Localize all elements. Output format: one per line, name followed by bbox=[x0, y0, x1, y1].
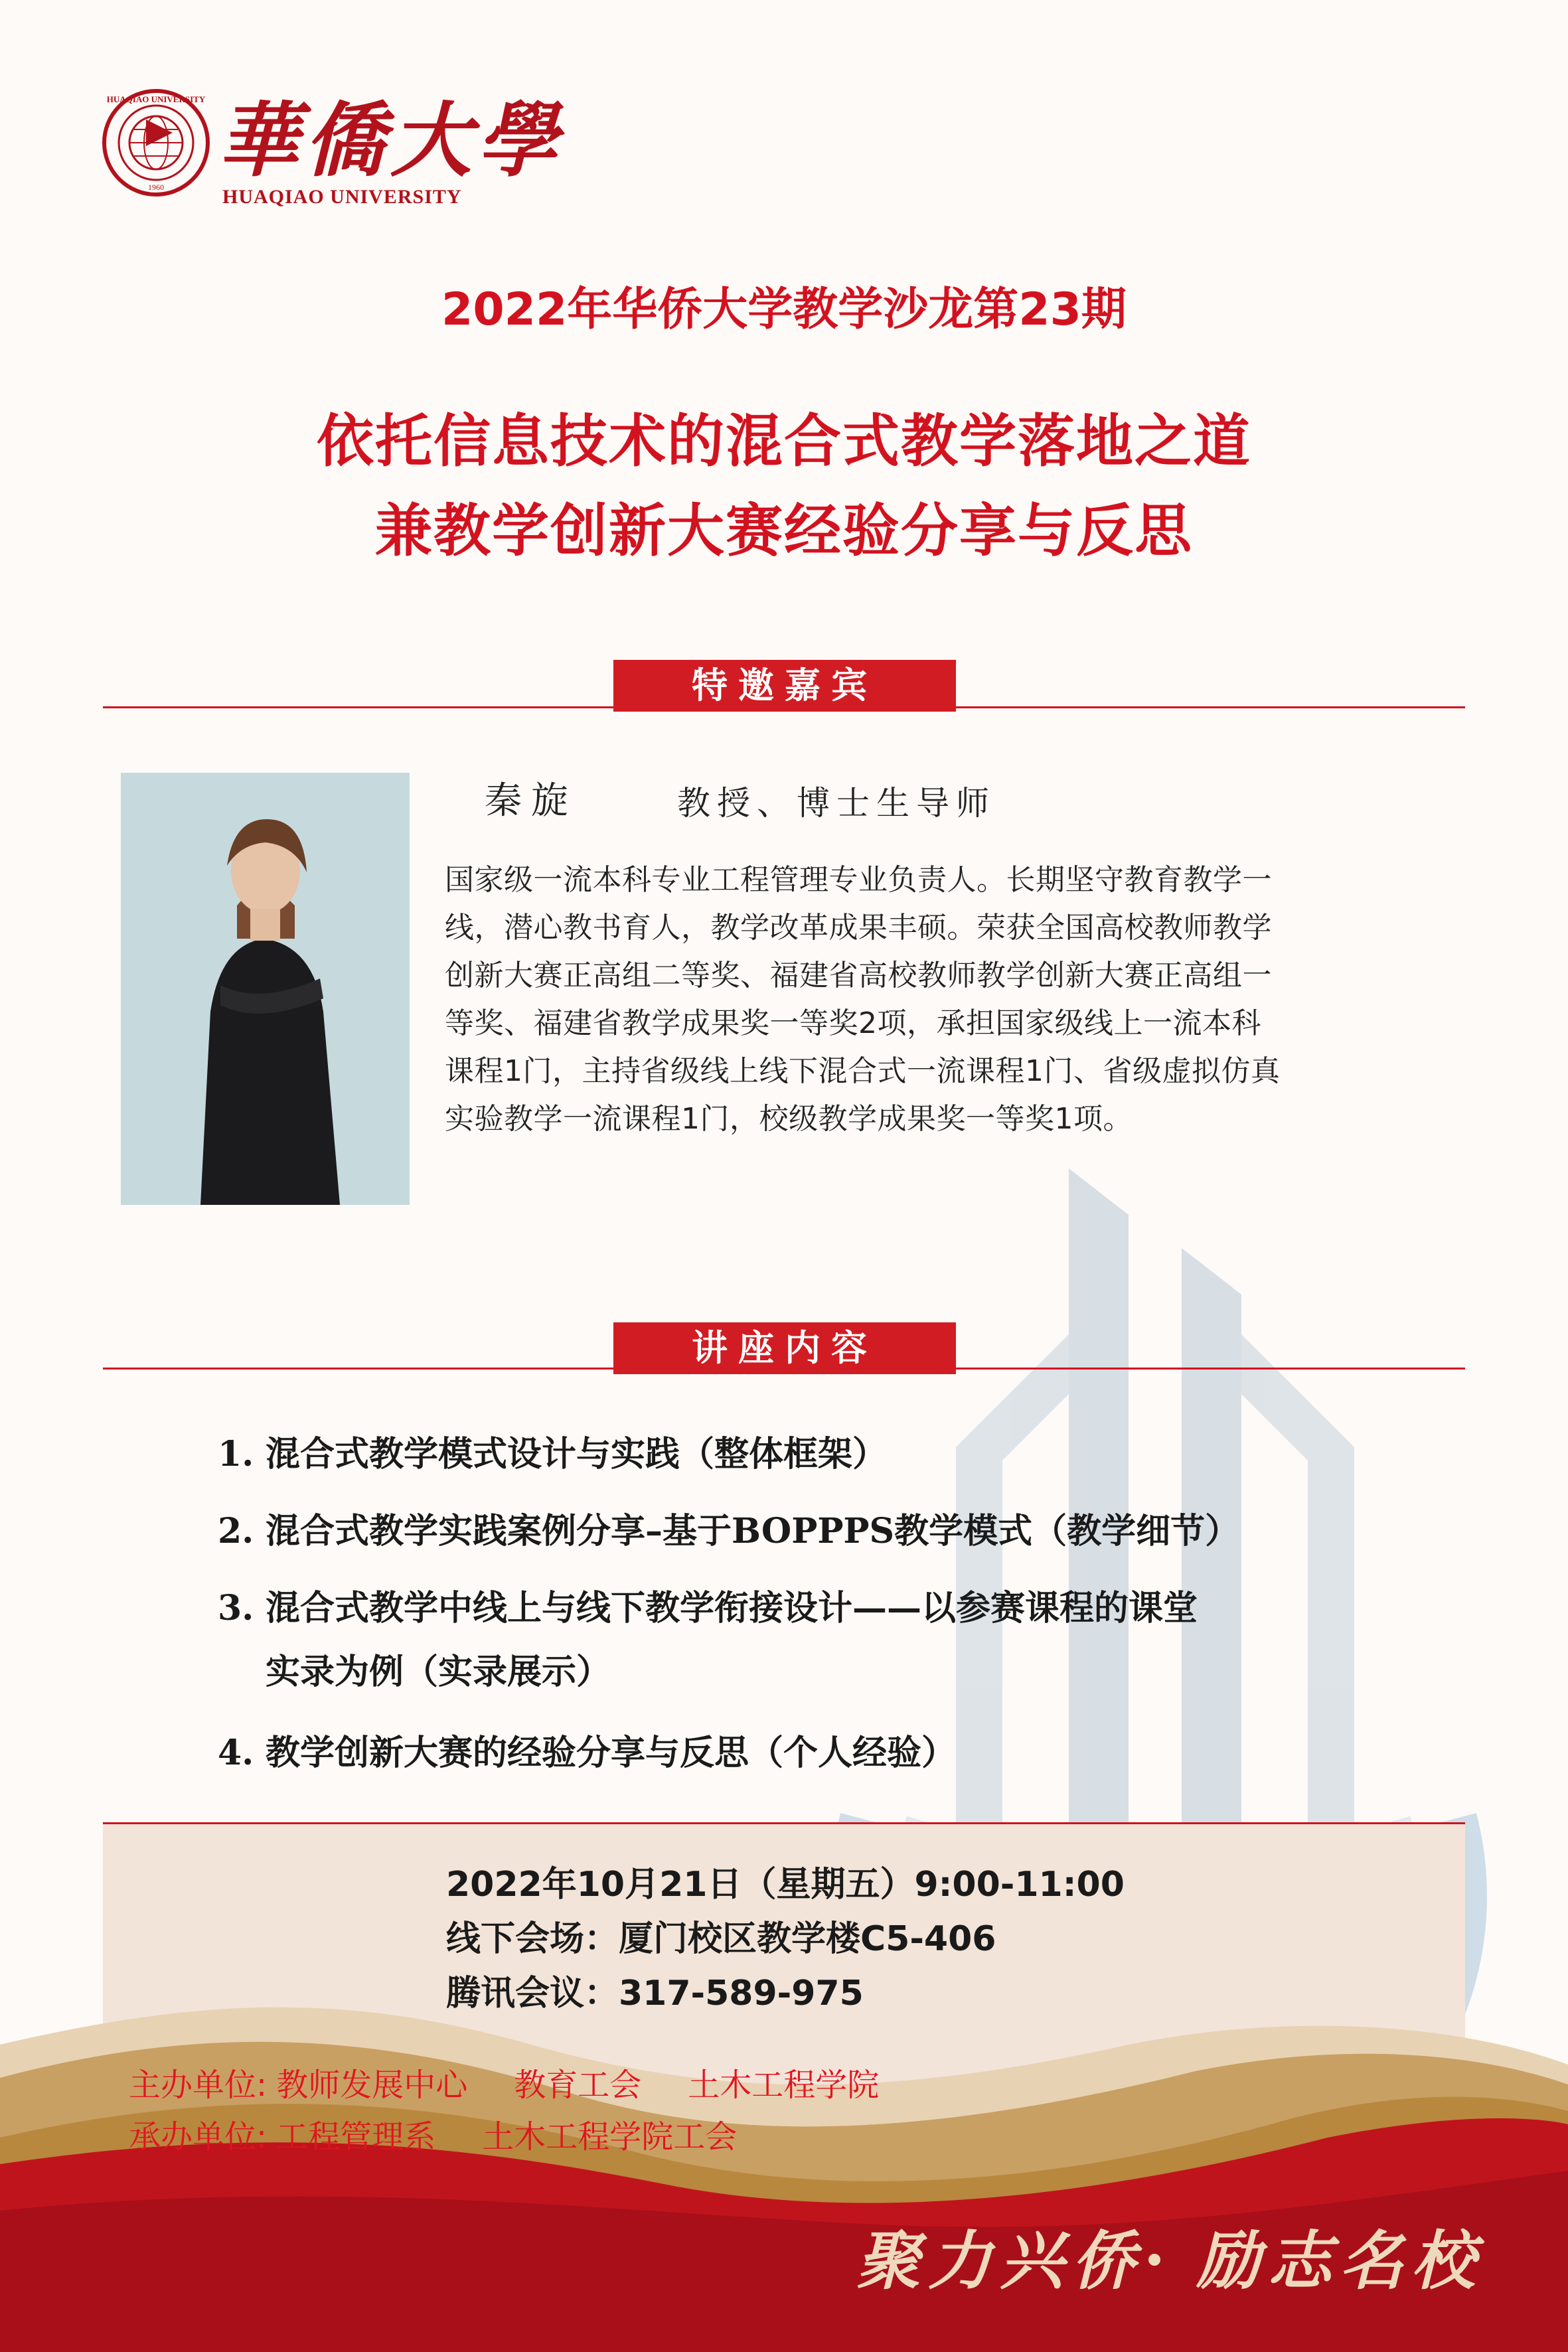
topic-text: 混合式教学中线上与线下教学衔接设计——以参赛课程的课堂 bbox=[266, 1588, 1198, 1628]
topic-number: 1. bbox=[218, 1434, 254, 1474]
host-organizers bbox=[129, 2059, 925, 2105]
bio-line: 课程1门，主持省级线上线下混合式一流课程1门、省级虚拟仿真 bbox=[445, 1054, 1281, 1088]
host-unit: 教师发展中心 bbox=[276, 2067, 468, 2104]
issue-heading: 2022年华侨大学教学沙龙第23期 bbox=[441, 283, 1127, 336]
seal-year: 1960 bbox=[148, 183, 164, 192]
university-seal-icon bbox=[100, 80, 212, 212]
lecture-topic bbox=[218, 1426, 887, 1476]
slogan-seal-dot bbox=[1148, 2254, 1160, 2266]
lecture-topic bbox=[218, 1503, 1239, 1553]
event-venue: 线下会场：厦门校区教学楼C5-406 bbox=[446, 1919, 996, 1959]
footer-slogan bbox=[856, 2211, 1483, 2302]
bio-line: 实验教学一流课程1门，校级教学成果奖一等奖1项。 bbox=[445, 1102, 1133, 1136]
topic-text: 教学创新大赛的经验分享与反思（个人经验） bbox=[266, 1733, 957, 1773]
title-line-1: 依托信息技术的混合式教学落地之道 bbox=[317, 408, 1251, 475]
co-host-label: 承办单位: bbox=[129, 2118, 268, 2156]
co-host-unit: 土木工程学院工会 bbox=[482, 2118, 738, 2156]
lecture-topic-continued: 实录为例（实录展示） bbox=[266, 1652, 611, 1692]
event-info-rule bbox=[103, 1822, 1465, 1824]
university-name-en: HUAQIAO UNIVERSITY bbox=[222, 186, 462, 208]
event-datetime: 2022年10月21日（星期五）9:00-11:00 bbox=[446, 1865, 1125, 1905]
co-host-unit: 工程管理系 bbox=[276, 2118, 436, 2156]
topic-number: 3. bbox=[218, 1588, 254, 1628]
guest-section-label: 特邀嘉宾 bbox=[613, 660, 956, 712]
topic-number: 2. bbox=[218, 1511, 254, 1551]
host-label: 主办单位: bbox=[129, 2067, 268, 2104]
slogan-right: 励志名校 bbox=[1196, 2223, 1483, 2298]
guest-photo bbox=[121, 773, 410, 1205]
event-tencent-meeting: 腾讯会议：317-589-975 bbox=[446, 1974, 864, 2013]
topic-text: 混合式教学实践案例分享–基于BOPPPS教学模式（教学细节） bbox=[266, 1511, 1240, 1551]
university-name-cn: 華僑大學 bbox=[218, 92, 563, 188]
bio-line: 线，潜心教书育人，教学改革成果丰硕。荣获全国高校教师教学 bbox=[445, 911, 1272, 945]
title-line-2: 兼教学创新大赛经验分享与反思 bbox=[375, 498, 1193, 564]
guest-name: 秦旋 bbox=[485, 779, 578, 823]
bio-line: 等奖、福建省教学成果奖一等奖2项，承担国家级线上一流本科 bbox=[445, 1006, 1261, 1040]
guest-bio bbox=[445, 856, 1441, 1143]
host-unit: 土木工程学院 bbox=[688, 2067, 880, 2104]
guest-title: 教授、博士生导师 bbox=[677, 784, 996, 823]
bio-line: 创新大赛正高组二等奖、福建省高校教师教学创新大赛正高组一 bbox=[445, 959, 1272, 992]
lecture-topic bbox=[218, 1725, 956, 1774]
university-logo bbox=[100, 80, 578, 212]
topic-text: 混合式教学模式设计与实践（整体框架） bbox=[266, 1434, 888, 1474]
co-organizers bbox=[129, 2111, 783, 2157]
host-unit: 教育工会 bbox=[514, 2067, 642, 2104]
topic-number: 4. bbox=[218, 1733, 254, 1773]
lecture-section-label: 讲座内容 bbox=[613, 1322, 956, 1374]
seal-text: HUAQIAO UNIVERSITY bbox=[106, 94, 206, 104]
bio-line: 国家级一流本科专业工程管理专业负责人。长期坚守教育教学一 bbox=[445, 863, 1272, 897]
slogan-left: 聚力兴侨 bbox=[856, 2223, 1143, 2298]
lecture-topic bbox=[218, 1580, 1198, 1630]
